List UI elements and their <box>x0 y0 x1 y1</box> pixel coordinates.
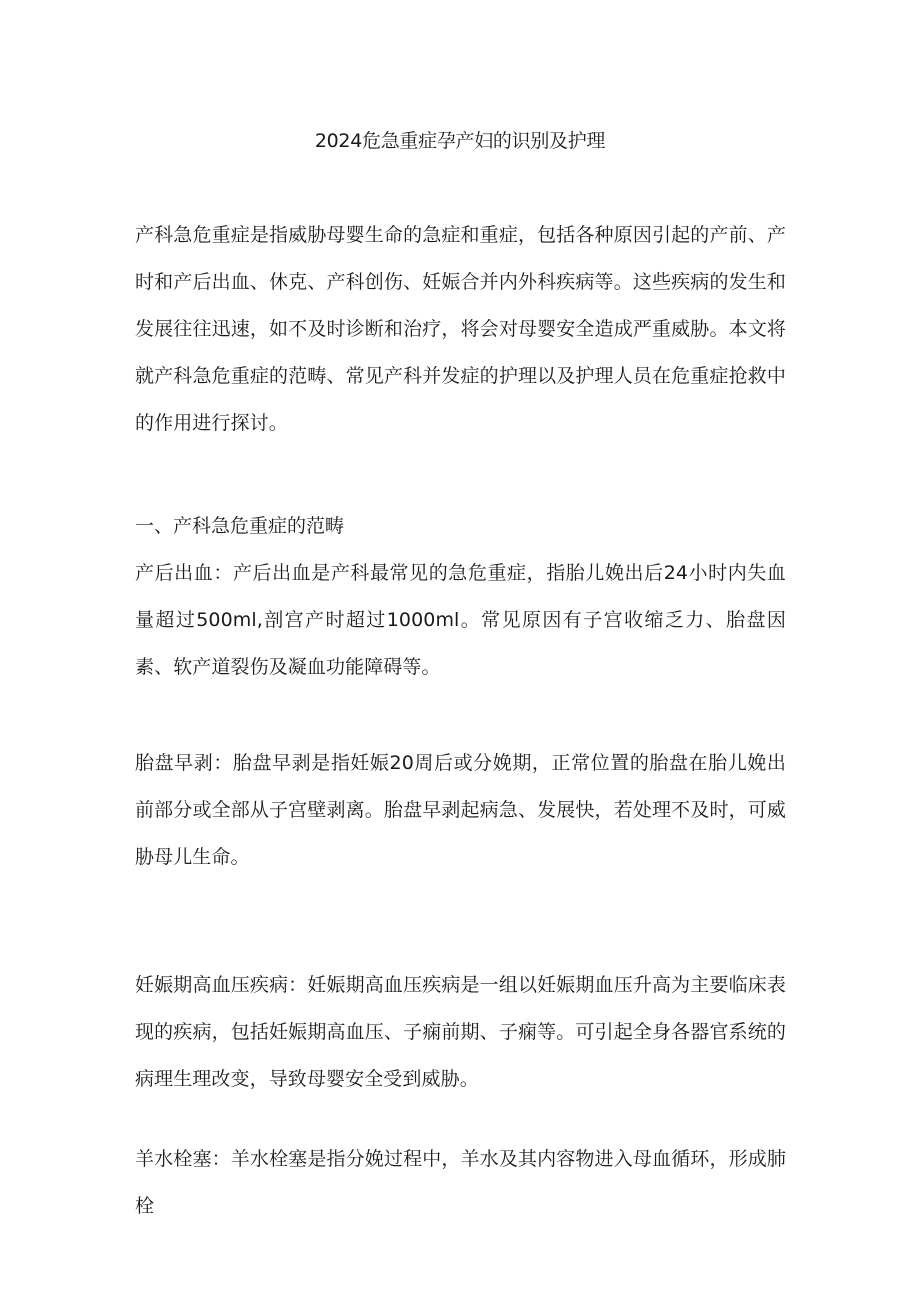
document-title: 2024危急重症孕产妇的识别及护理 <box>314 130 606 152</box>
intro-paragraph: 产科急危重症是指威胁母婴生命的急症和重症，包括各种原因引起的产前、产时和产后出血、休克、产科创伤、妊娠合并内外科疾病等。这些疾病的发生和发展往往迅速，如不及时诊断和治疗，将会对母婴安全造成严重威胁。本文将就产科急危重症的范畴、常见产科并发症的护理以及护理人员在危重症抢救中的作用进行探讨。 <box>135 224 786 434</box>
paragraph-amniotic-fluid-embolism: 羊水栓塞：羊水栓塞是指分娩过程中，羊水及其内容物进入母血循环，形成肺栓 <box>135 1148 786 1217</box>
paragraph-hypertensive-disorders: 妊娠期高血压疾病：妊娠期高血压疾病是一组以妊娠期血压升高为主要临床表现的疾病，包括妊娠期高血压、子痫前期、子痫等。可引起全身各器官系统的病理生理改变，导致母婴安全受到威胁。 <box>135 974 786 1090</box>
paragraph-placental-abruption: 胎盘早剥：胎盘早剥是指妊娠20周后或分娩期，正常位置的胎盘在胎儿娩出前部分或全部从子宫壁剥离。胎盘早剥起病急、发展快，若处理不及时，可威胁母儿生命。 <box>135 752 786 868</box>
section-heading-scope: 一、产科急危重症的范畴 <box>135 515 345 537</box>
paragraph-postpartum-hemorrhage: 产后出血：产后出血是产科最常见的急危重症，指胎儿娩出后24小时内失血量超过500ml,剖宫产时超过1000ml。常见原因有子宫收缩乏力、胎盘因素、软产道裂伤及凝血功能障碍等。 <box>135 562 786 678</box>
